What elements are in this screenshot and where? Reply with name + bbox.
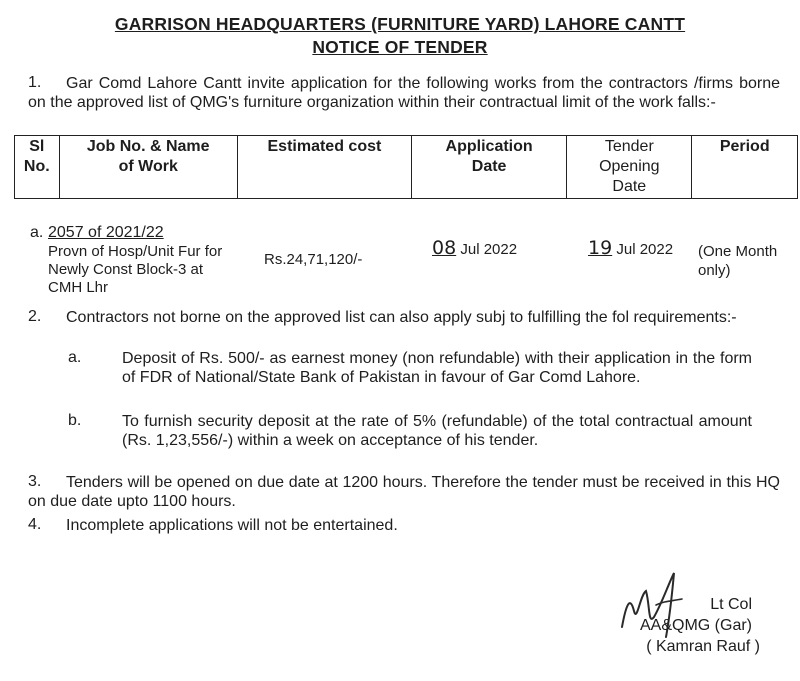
row-opening-date: [588, 237, 674, 259]
signature-name: ( Kamran Rauf ): [646, 638, 760, 655]
col-job-header: [59, 136, 237, 199]
job-top-label: Job No. & Name: [86, 138, 210, 155]
cost-label: Estimated cost: [267, 138, 382, 155]
para1-text: Gar Comd Lahore Cantt invite application for the following works from the contractors /firms borne on the approved list of QMG's furniture organization within their contractual limit of the work falls:-: [28, 75, 780, 111]
row-period-line2: only): [698, 262, 731, 279]
row-job-number: 2057 of 2021/22: [48, 224, 164, 241]
app-month-year: Jul 2022: [460, 241, 518, 258]
office-title: GARRISON HEADQUARTERS (FURNITURE YARD) LAHORE CANTT: [114, 14, 686, 34]
table-header-row: [15, 136, 798, 199]
row-estimated-cost: Rs.24,71,120/-: [264, 251, 363, 268]
signature-rank: Lt Col: [710, 596, 752, 613]
row-sl: a.: [30, 224, 44, 241]
para2a-label: a.: [68, 349, 82, 366]
signature-appointment: AA&QMG (Gar): [639, 617, 752, 634]
para4-text: Incomplete applications will not be entertained.: [66, 517, 398, 534]
row-job-name-line3: CMH Lhr: [48, 279, 109, 296]
row-job-name-line1: Provn of Hosp/Unit Fur for: [48, 243, 223, 260]
sl-top-label: Sl: [29, 138, 45, 155]
para3-number: 3.: [28, 473, 42, 490]
para2b-label: b.: [68, 412, 82, 429]
para2-text: Contractors not borne on the approved list can also apply subj to fulfilling the fol requirements:-: [66, 309, 737, 326]
col-cost-header: [237, 136, 411, 199]
open-bottom-label: Date: [612, 178, 647, 195]
open-month-year: Jul 2022: [616, 241, 674, 258]
app-day-handwritten: 08: [432, 237, 457, 259]
sl-bottom-label: No.: [23, 158, 50, 175]
col-open-date-header: [567, 136, 692, 199]
notice-title: NOTICE OF TENDER: [312, 37, 488, 57]
para3-text: Tenders will be opened on due date at 1200 hours. Therefore the tender must be received in this HQ on due date upto 1100 hours.: [28, 474, 780, 510]
open-mid-label: Opening: [599, 158, 660, 175]
para1-number: 1.: [28, 74, 42, 91]
row-job-name-line2: Newly Const Block-3 at: [48, 261, 204, 278]
row-period-line1: (One Month: [698, 243, 778, 260]
open-top-label: Tender: [604, 138, 654, 155]
period-label: Period: [719, 138, 770, 155]
tender-table: [14, 135, 798, 199]
app-top-label: Application: [445, 138, 533, 155]
job-bottom-label: of Work: [118, 158, 178, 175]
para2a-text: Deposit of Rs. 500/- as earnest money (non refundable) with their application in the form of FDR of National/State Bank of Pakistan in favour of Gar Comd Lahore.: [122, 350, 752, 386]
para2-number: 2.: [28, 308, 42, 325]
app-bottom-label: Date: [471, 158, 507, 175]
col-period-header: [692, 136, 798, 199]
open-day-handwritten: 19: [588, 237, 613, 259]
para4-number: 4.: [28, 516, 42, 533]
col-app-date-header: [412, 136, 567, 199]
row-application-date: [432, 237, 518, 259]
col-sl-header: [15, 136, 60, 199]
para2b-text: To furnish security deposit at the rate of 5% (refundable) of the total contractual amount (Rs. 1,23,556/-) within a week on acceptance of his tender.: [122, 413, 752, 449]
